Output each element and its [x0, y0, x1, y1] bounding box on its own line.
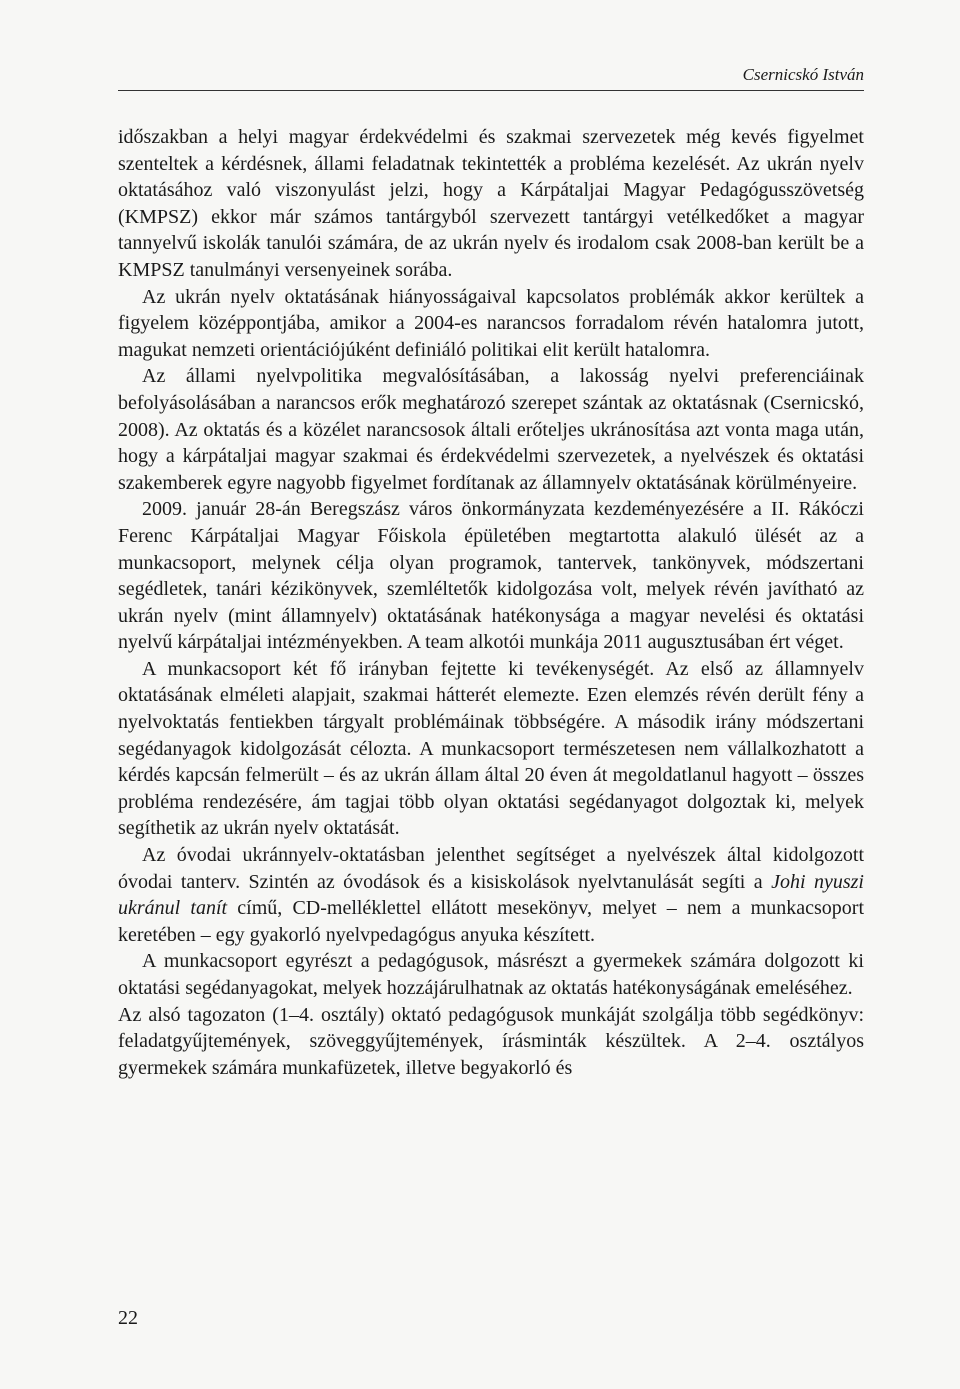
paragraph-7: A munkacsoport egyrészt a pedagógusok, másrészt a gyermekek számára dolgozott ki oktatási segédanyagokat, melyek hozzájárulhatnak az oktatás hatékonyságának emeléséhez.	[118, 950, 864, 999]
running-header: Csernicskó István	[118, 64, 864, 91]
paragraph-4: 2009. január 28-án Beregszász város önkormányzata kezdeményezésére a II. Rákóczi Ferenc Kárpátaljai Magyar Főiskola épületében megtartotta alakuló ülését az a munkacsoport, melynek célja olyan programok, tantervek, tankönyvek, módszertani segédletek, tanári kézikönyvek, szemléltetők kidolgozása volt, melyek révén javítható az ukrán nyelv (mint államnyelv) oktatásának hatékonysága a magyar nevelési és oktatási nyelvű kárpátaljai intézményekben. A team alkotói munkája 2011 augusztusában ért véget.	[118, 498, 864, 654]
paragraph-6-text-start: Az óvodai ukránnyelv-oktatásban jelenthet segítséget a nyelvészek által kidolgozott óvodai tanterv. Szintén az óvodások és a kisiskolások nyelvtanulását segíti a	[118, 844, 864, 893]
paragraph-5: A munkacsoport két fő irányban fejtette ki tevékenységét. Az első az államnyelv oktatásának elméleti alapjait, szakmai hátterét elemezte. Ezen elemzés révén derült fény a nyelvoktatás fentiekben tárgyalt problémáinak többségére. A második irány módszertani segédanyagok kidolgozását célozta. A munkacsoport természetesen nem vállalkozhatott a kérdés kapcsán felmerült – és az ukrán állam által 20 éven át megoldatlanul hagyott – összes probléma rendezésére, ám tagjai több olyan oktatási segédanyagot dolgoztak ki, melyek segíthetik az ukrán nyelv oktatását.	[118, 657, 864, 840]
page-number: 22	[118, 1307, 138, 1329]
body-text	[118, 124, 864, 1081]
paragraph-1: időszakban a helyi magyar érdekvédelmi és szakmai szervezetek még kevés figyelmet szenteltek a kérdésnek, állami feladatnak tekintették a probléma kezelését. Az ukrán nyelv oktatásához való viszonyulást jelzi, hogy a Kárpátaljai Magyar Pedagógusszövetség (KMPSZ) ekkor már számos tantárgyból szervezett tantárgyi vetélkedőket a magyar tannyelvű iskolák tanulói számára, de az ukrán nyelv és irodalom csak 2008-ban került be a KMPSZ tanulmányi versenyeinek sorába.	[118, 126, 864, 281]
paragraph-3: Az állami nyelvpolitika megvalósításában, a lakosság nyelvi preferenciáinak befolyásolásában a narancsos erők meghatározó szerepet szántak az oktatásnak (Csernicskó, 2008). Az oktatás és a közélet narancsosok általi erőteljes ukránosítása azt vonta maga után, hogy a kárpátaljai magyar szakmai és érdekvédelmi szervezetek, a nyelvészek és oktatási szakemberek egyre nagyobb figyelmet fordítanak az államnyelv oktatásának körülményeire.	[118, 365, 864, 494]
paragraph-2: Az ukrán nyelv oktatásának hiányosságaival kapcsolatos problémák akkor kerültek a figyelem középpontjába, amikor a 2004-es narancsos forradalom révén hatalomra jutott, magukat nemzeti orientációjúként definiáló politikai elit került hatalomra.	[118, 285, 864, 361]
book-title: Johi nyuszi ukránul tanít	[118, 870, 864, 920]
paragraph-6-text-end: című, CD-melléklettel ellátott mesekönyv, melyet – nem a munkacsoport keretében – egy gyakorló nyelvpedagógus anyuka készített.	[118, 897, 864, 946]
paragraph-6	[118, 842, 864, 948]
paragraph-8: Az alsó tagozaton (1–4. osztály) oktató pedagógusok munkáját szolgálja több segédkönyv: feladatgyűjtemények, szöveggyűjtemények, írásminták készültek. A 2–4. osztályos gyermekek számára munkafüzetek, illetve begyakorló és	[118, 1003, 864, 1079]
